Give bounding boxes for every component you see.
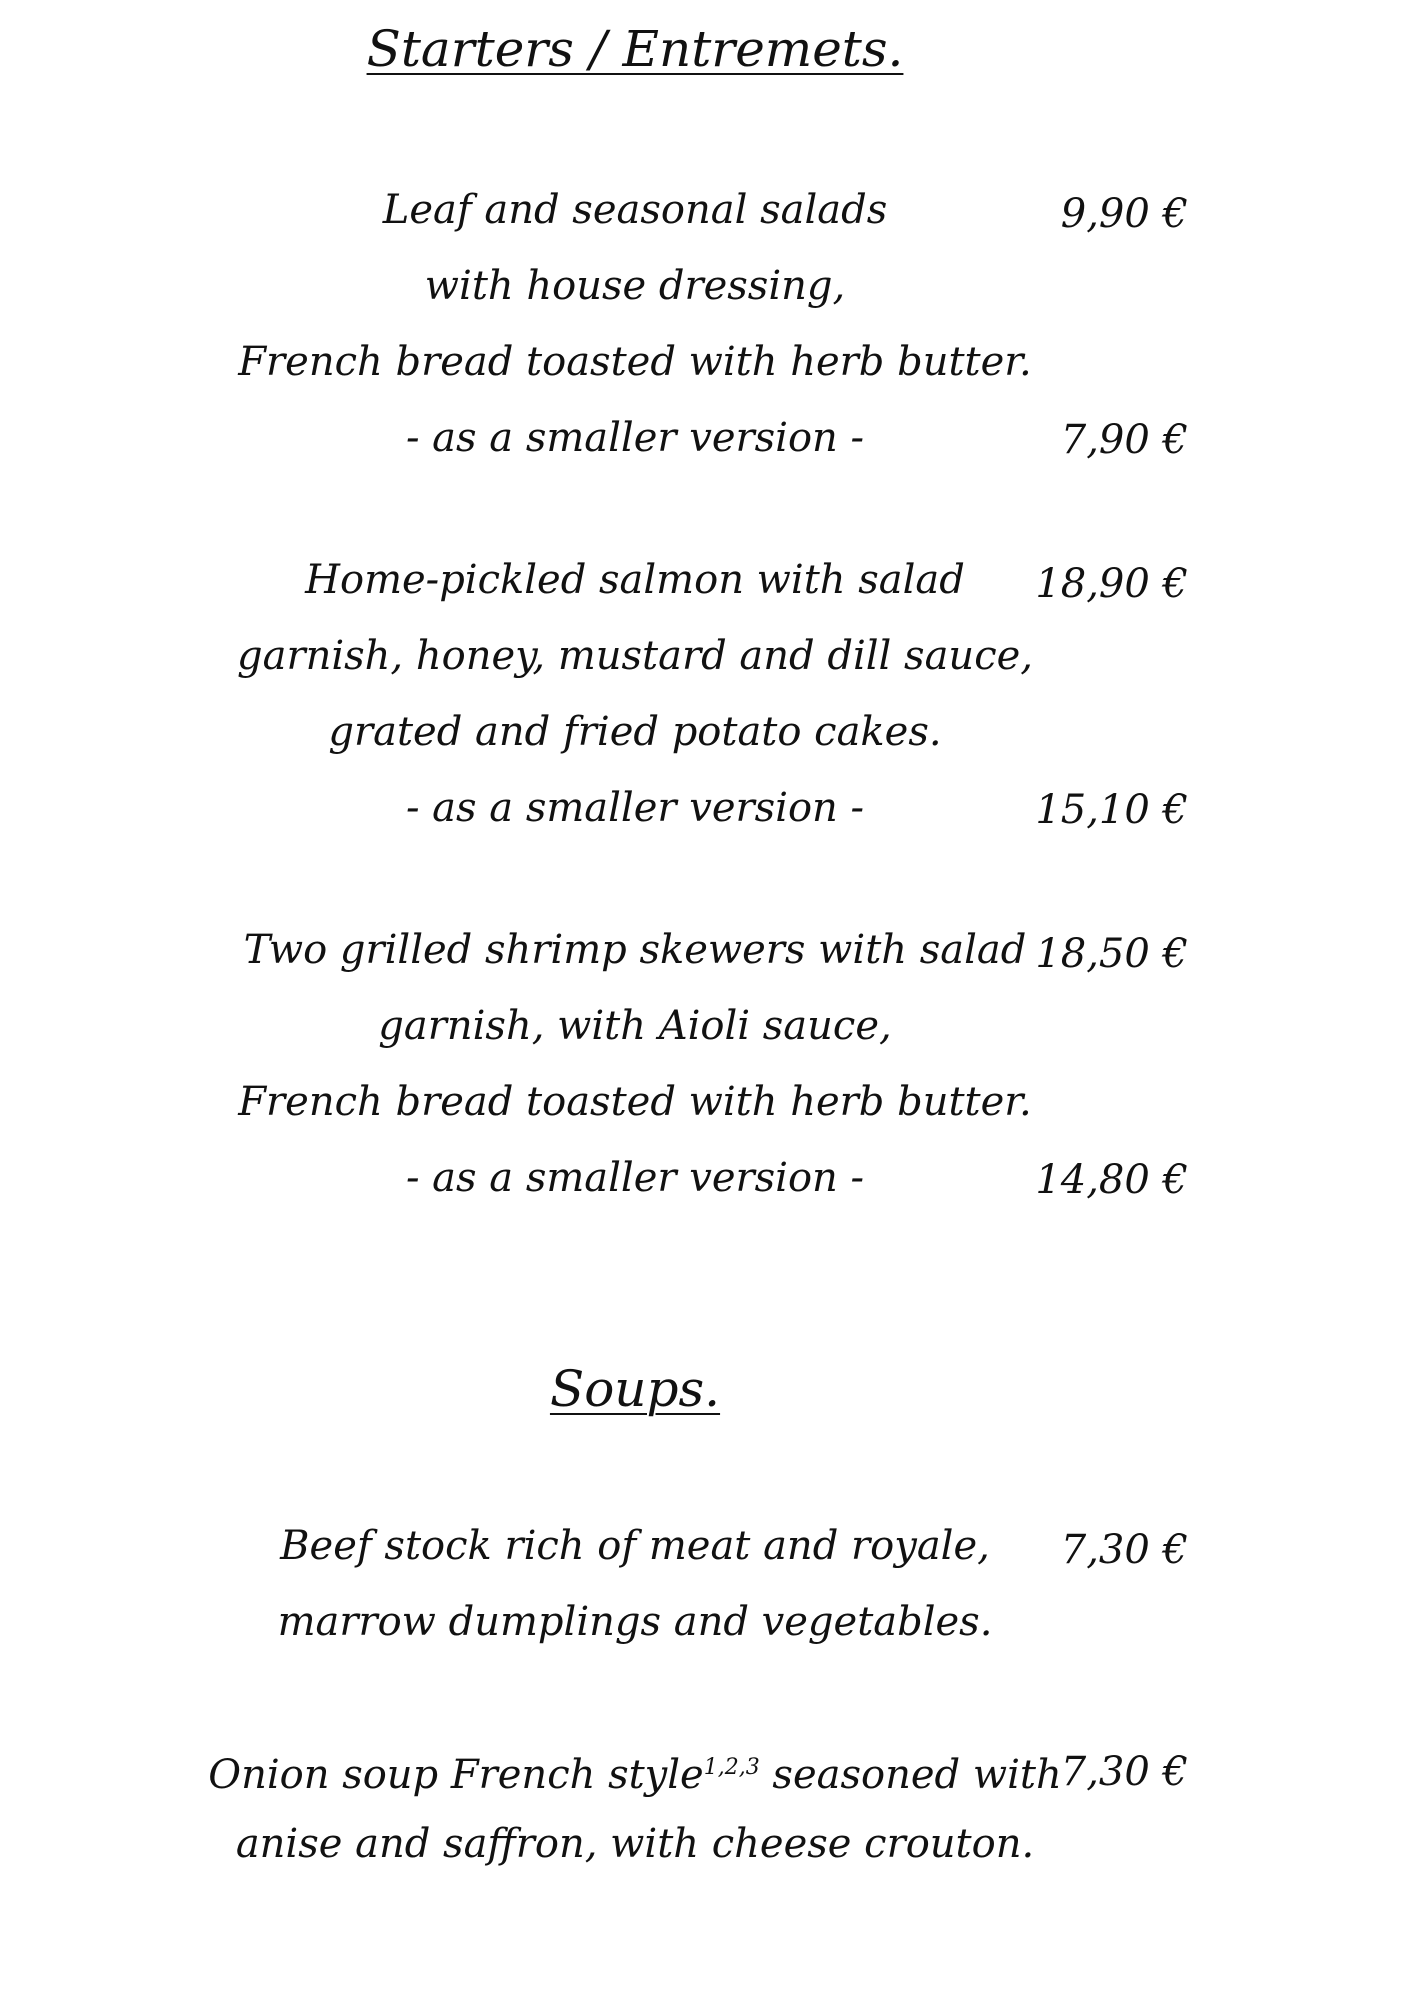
item-line: anise and saffron, with cheese crouton. (235, 1821, 1035, 1867)
starters-heading: Starters / Entremets. (366, 20, 904, 78)
item-line: Home-pickled salmon with salad (305, 557, 965, 603)
item-line: marrow dumplings and vegetables. (277, 1599, 993, 1645)
smaller-version-price: 7,90 € (1060, 417, 1188, 463)
smaller-version-price: 14,80 € (1035, 1157, 1188, 1203)
item-line: Leaf and seasonal salads (382, 187, 888, 233)
item-line: French bread toasted with herb butter. (238, 339, 1032, 385)
item-line: Beef stock rich of meat and royale, (280, 1523, 990, 1569)
smaller-version-label: - as a smaller version - (405, 1155, 865, 1201)
smaller-version-label: - as a smaller version - (405, 415, 865, 461)
soups-heading: Soups. (549, 1360, 721, 1418)
item-line: garnish, with Aioli sauce, (378, 1003, 892, 1049)
allergen-footnote: 1,2,3 (703, 1755, 760, 1780)
item-line: garnish, honey, mustard and dill sauce, (237, 633, 1033, 679)
item-price: 7,30 € (1060, 1527, 1188, 1573)
item-price: 7,30 € (1060, 1749, 1188, 1795)
item-price: 9,90 € (1060, 191, 1188, 237)
item-line: Two grilled shrimp skewers with salad (243, 927, 1027, 973)
item-price: 18,90 € (1035, 561, 1188, 607)
item-line: French bread toasted with herb butter. (238, 1079, 1032, 1125)
item-line: with house dressing, (424, 263, 846, 309)
smaller-version-label: - as a smaller version - (405, 785, 865, 831)
item-line: grated and fried potato cakes. (328, 709, 942, 755)
onion-soup-name: Onion soup French style (208, 1752, 704, 1798)
onion-soup-text: seasoned with (759, 1752, 1062, 1798)
item-price: 18,50 € (1035, 931, 1188, 977)
smaller-version-price: 15,10 € (1035, 787, 1188, 833)
